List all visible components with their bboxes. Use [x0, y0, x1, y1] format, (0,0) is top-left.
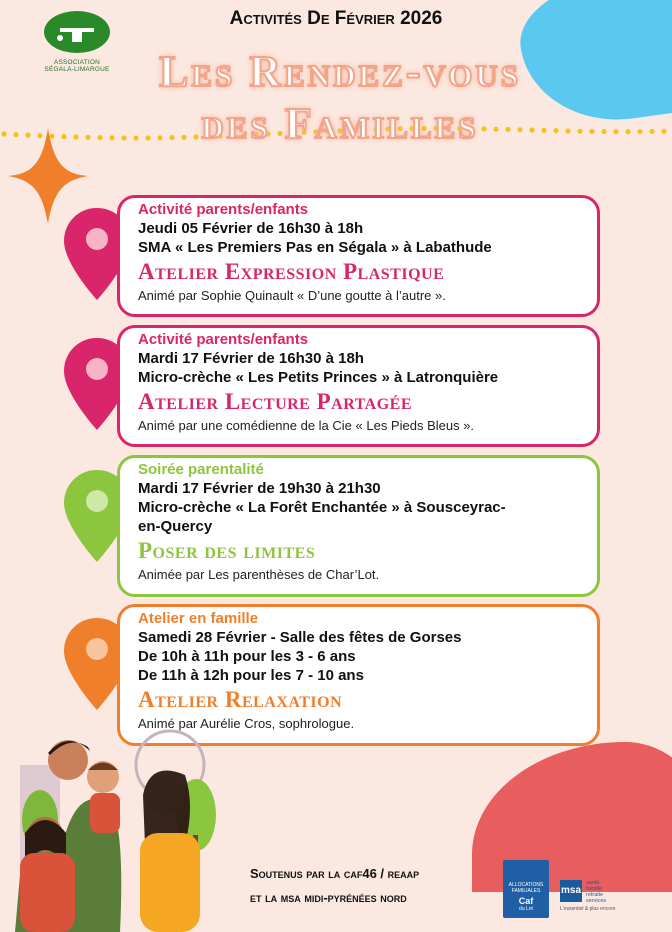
event-animator: Animé par Aurélie Cros, sophrologue. [138, 716, 355, 731]
event-category: Soirée parentalité [138, 461, 264, 478]
event-date: Samedi 28 Février - Salle des fêtes de Gorses [138, 629, 462, 646]
event-animator: Animé par une comédienne de la Cie « Les Pieds Bleus ». [138, 418, 475, 433]
msa-logo-text [586, 880, 606, 904]
sponsors-line2: et la msa midi-pyrénées nord [250, 890, 407, 905]
sponsors-text [250, 862, 510, 910]
event-time-slot: De 11h à 12h pour les 7 - 10 ans [138, 667, 364, 684]
event-date: Mardi 17 Février de 19h30 à 21h30 [138, 480, 381, 497]
sponsors-line1: Soutenus par la caf46 / reaap [250, 866, 420, 881]
garland-dot [661, 129, 666, 134]
msa-tagline: L'essentiel & plus encore [560, 906, 616, 912]
event-card [117, 455, 600, 597]
event-location: Micro-crèche « Les Petits Princes » à Latronquière [138, 369, 499, 386]
msa-logo-mark: msa [560, 880, 582, 902]
caf-logo-mark: Caf [518, 896, 534, 906]
garland-dot [601, 129, 606, 134]
event-category: Activité parents/enfants [138, 201, 309, 218]
event-atelier-title: Atelier Relaxation [138, 687, 343, 712]
main-title-line2: des Familles [201, 99, 479, 148]
logo-line2: SÉGALA-LIMARGUE [44, 66, 110, 73]
event-location: SMA « Les Premiers Pas en Ségala » à Labathude [138, 239, 492, 256]
garland-dot [613, 129, 618, 134]
msa-logo [560, 880, 620, 914]
event-category: Atelier en famille [138, 610, 259, 627]
event-atelier-title: Atelier Expression Plastique [138, 259, 445, 284]
garland-dot [637, 129, 642, 134]
event-date: Mardi 17 Février de 16h30 à 18h [138, 350, 364, 367]
logo-line1: ASSOCIATION [53, 59, 101, 66]
msa-text-1: santé [586, 880, 600, 886]
event-time-slot: De 10h à 11h pour les 3 - 6 ans [138, 648, 356, 665]
caf-logo-line1: ALLOCATIONS [508, 882, 544, 888]
garland-dot [589, 129, 594, 134]
event-location-cont: en-Quercy [138, 518, 213, 535]
msa-text-2: famille [586, 886, 602, 892]
garland-dot [649, 129, 654, 134]
caf-logo [503, 860, 549, 918]
event-atelier-title: Poser des limites [138, 538, 316, 563]
caf-logo-line4: du Lot [519, 906, 533, 912]
garland-dot [625, 129, 630, 134]
page-title: Activités De Février 2026 [229, 8, 443, 29]
event-category: Activité parents/enfants [138, 331, 309, 348]
msa-text-4: services [586, 898, 607, 904]
main-title-line1: Les Rendez-vous [158, 47, 521, 96]
caf-logo-line2: FAMILIALES [511, 888, 541, 894]
event-animator: Animé par Sophie Quinault « D’une goutte à l’autre ». [138, 288, 446, 303]
family-illustration [0, 725, 245, 932]
event-card [117, 195, 600, 317]
main-title [100, 46, 580, 150]
event-animator: Animée par Les parenthèses de Char’Lot. [138, 567, 380, 582]
event-atelier-title: Atelier Lecture Partagée [138, 389, 413, 414]
msa-text-3: retraite [586, 892, 604, 898]
event-location: Micro-crèche « La Forêt Enchantée » à Sousceyrac- [138, 499, 506, 516]
event-card [117, 325, 600, 447]
event-date: Jeudi 05 Février de 16h30 à 18h [138, 220, 364, 237]
